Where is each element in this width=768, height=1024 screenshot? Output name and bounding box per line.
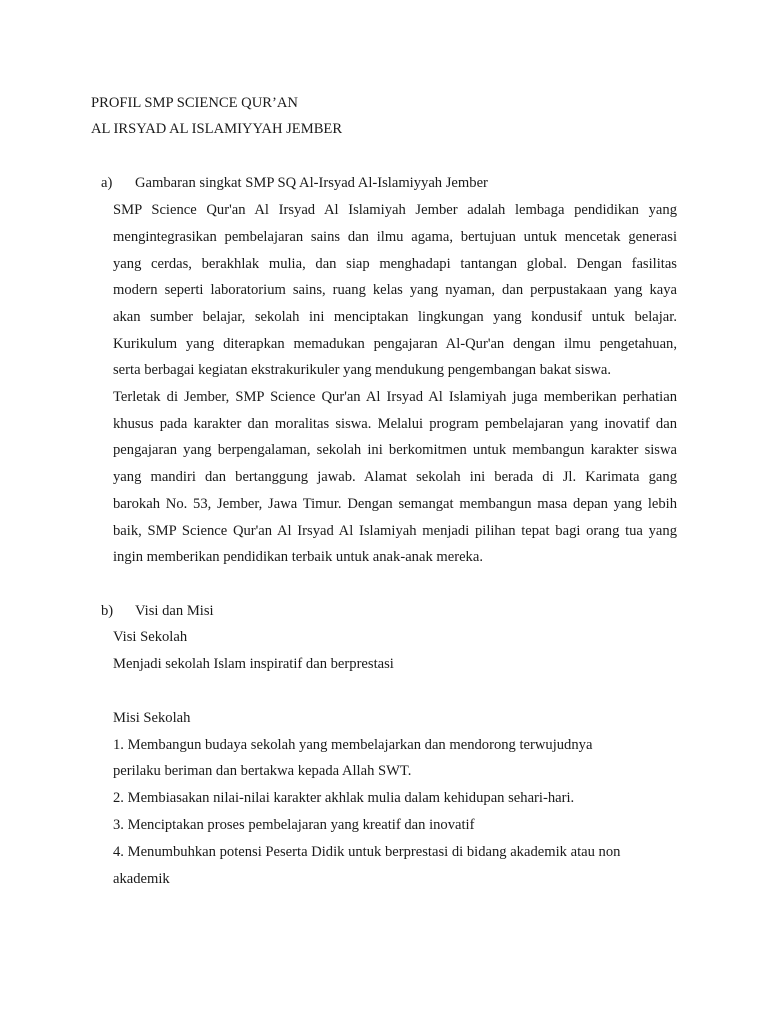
paragraph-line: yang mandiri dan bertanggung jawab. Alamat sekolah ini berada di Jl. Karimata gang xyxy=(113,469,677,485)
list-item: 1. Membangun budaya sekolah yang membelajarkan dan mendorong terwujudnya xyxy=(113,737,593,753)
list-item: 3. Menciptakan proses pembelajaran yang kreatif dan inovatif xyxy=(113,817,475,833)
section-a-marker: a) xyxy=(101,175,113,191)
list-item: 2. Membiasakan nilai-nilai karakter akhlak mulia dalam kehidupan sehari-hari. xyxy=(113,790,575,806)
paragraph-line: yang cerdas, berakhlak mulia, dan siap menghadapi tantangan global. Dengan fasilitas xyxy=(113,256,677,272)
paragraph-line: serta berbagai kegiatan ekstrakurikuler yang mendukung pengembangan bakat siswa. xyxy=(113,362,612,378)
document-title-line-1: PROFIL SMP SCIENCE QUR’AN xyxy=(91,95,298,111)
paragraph-line: baik, SMP Science Qur'an Al Irsyad Al Islamiyah menjadi pilihan tepat bagi orang tua yang xyxy=(113,523,677,539)
list-item: perilaku beriman dan bertakwa kepada Allah SWT. xyxy=(113,763,412,779)
visi-label: Visi Sekolah xyxy=(113,629,188,645)
paragraph-line: SMP Science Qur'an Al Irsyad Al Islamiyah Jember adalah lembaga pendidikan yang xyxy=(113,202,677,218)
paragraph-line: pengajaran yang berpengalaman, sekolah ini berkomitmen untuk membangun karakter siswa xyxy=(113,442,677,458)
paragraph-line: modern seperti laboratorium sains, ruang kelas yang nyaman, dan perpustakaan yang kaya xyxy=(113,282,677,298)
visi-text: Menjadi sekolah Islam inspiratif dan berprestasi xyxy=(113,656,394,672)
section-a-heading: Gambaran singkat SMP SQ Al-Irsyad Al-Islamiyyah Jember xyxy=(135,175,488,191)
paragraph-line: khusus pada karakter dan moralitas siswa. Melalui program pembelajaran yang inovatif dan xyxy=(113,416,677,432)
paragraph-line: ingin memberikan pendidikan terbaik untuk anak-anak mereka. xyxy=(113,549,483,565)
paragraph-line: akan sumber belajar, sekolah ini menciptakan lingkungan yang kondusif untuk belajar. xyxy=(113,309,677,325)
misi-label: Misi Sekolah xyxy=(113,710,191,726)
section-b-heading: Visi dan Misi xyxy=(135,603,214,619)
paragraph-line: Terletak di Jember, SMP Science Qur'an Al Irsyad Al Islamiyah juga memberikan perhatian xyxy=(113,389,677,405)
section-b-marker: b) xyxy=(101,603,114,619)
list-item: 4. Menumbuhkan potensi Peserta Didik untuk berprestasi di bidang akademik atau non xyxy=(113,844,621,860)
paragraph-line: barokah No. 53, Jember, Jawa Timur. Dengan semangat membangun masa depan yang lebih xyxy=(113,496,677,512)
list-item: akademik xyxy=(113,871,170,887)
paragraph-line: Kurikulum yang diterapkan memadukan pengajaran Al-Qur'an dengan ilmu pengetahuan, xyxy=(113,336,677,352)
paragraph-line: mengintegrasikan pembelajaran sains dan ilmu agama, bertujuan untuk mencetak generasi xyxy=(113,229,677,245)
document-title-line-2: AL IRSYAD AL ISLAMIYYAH JEMBER xyxy=(91,121,343,137)
